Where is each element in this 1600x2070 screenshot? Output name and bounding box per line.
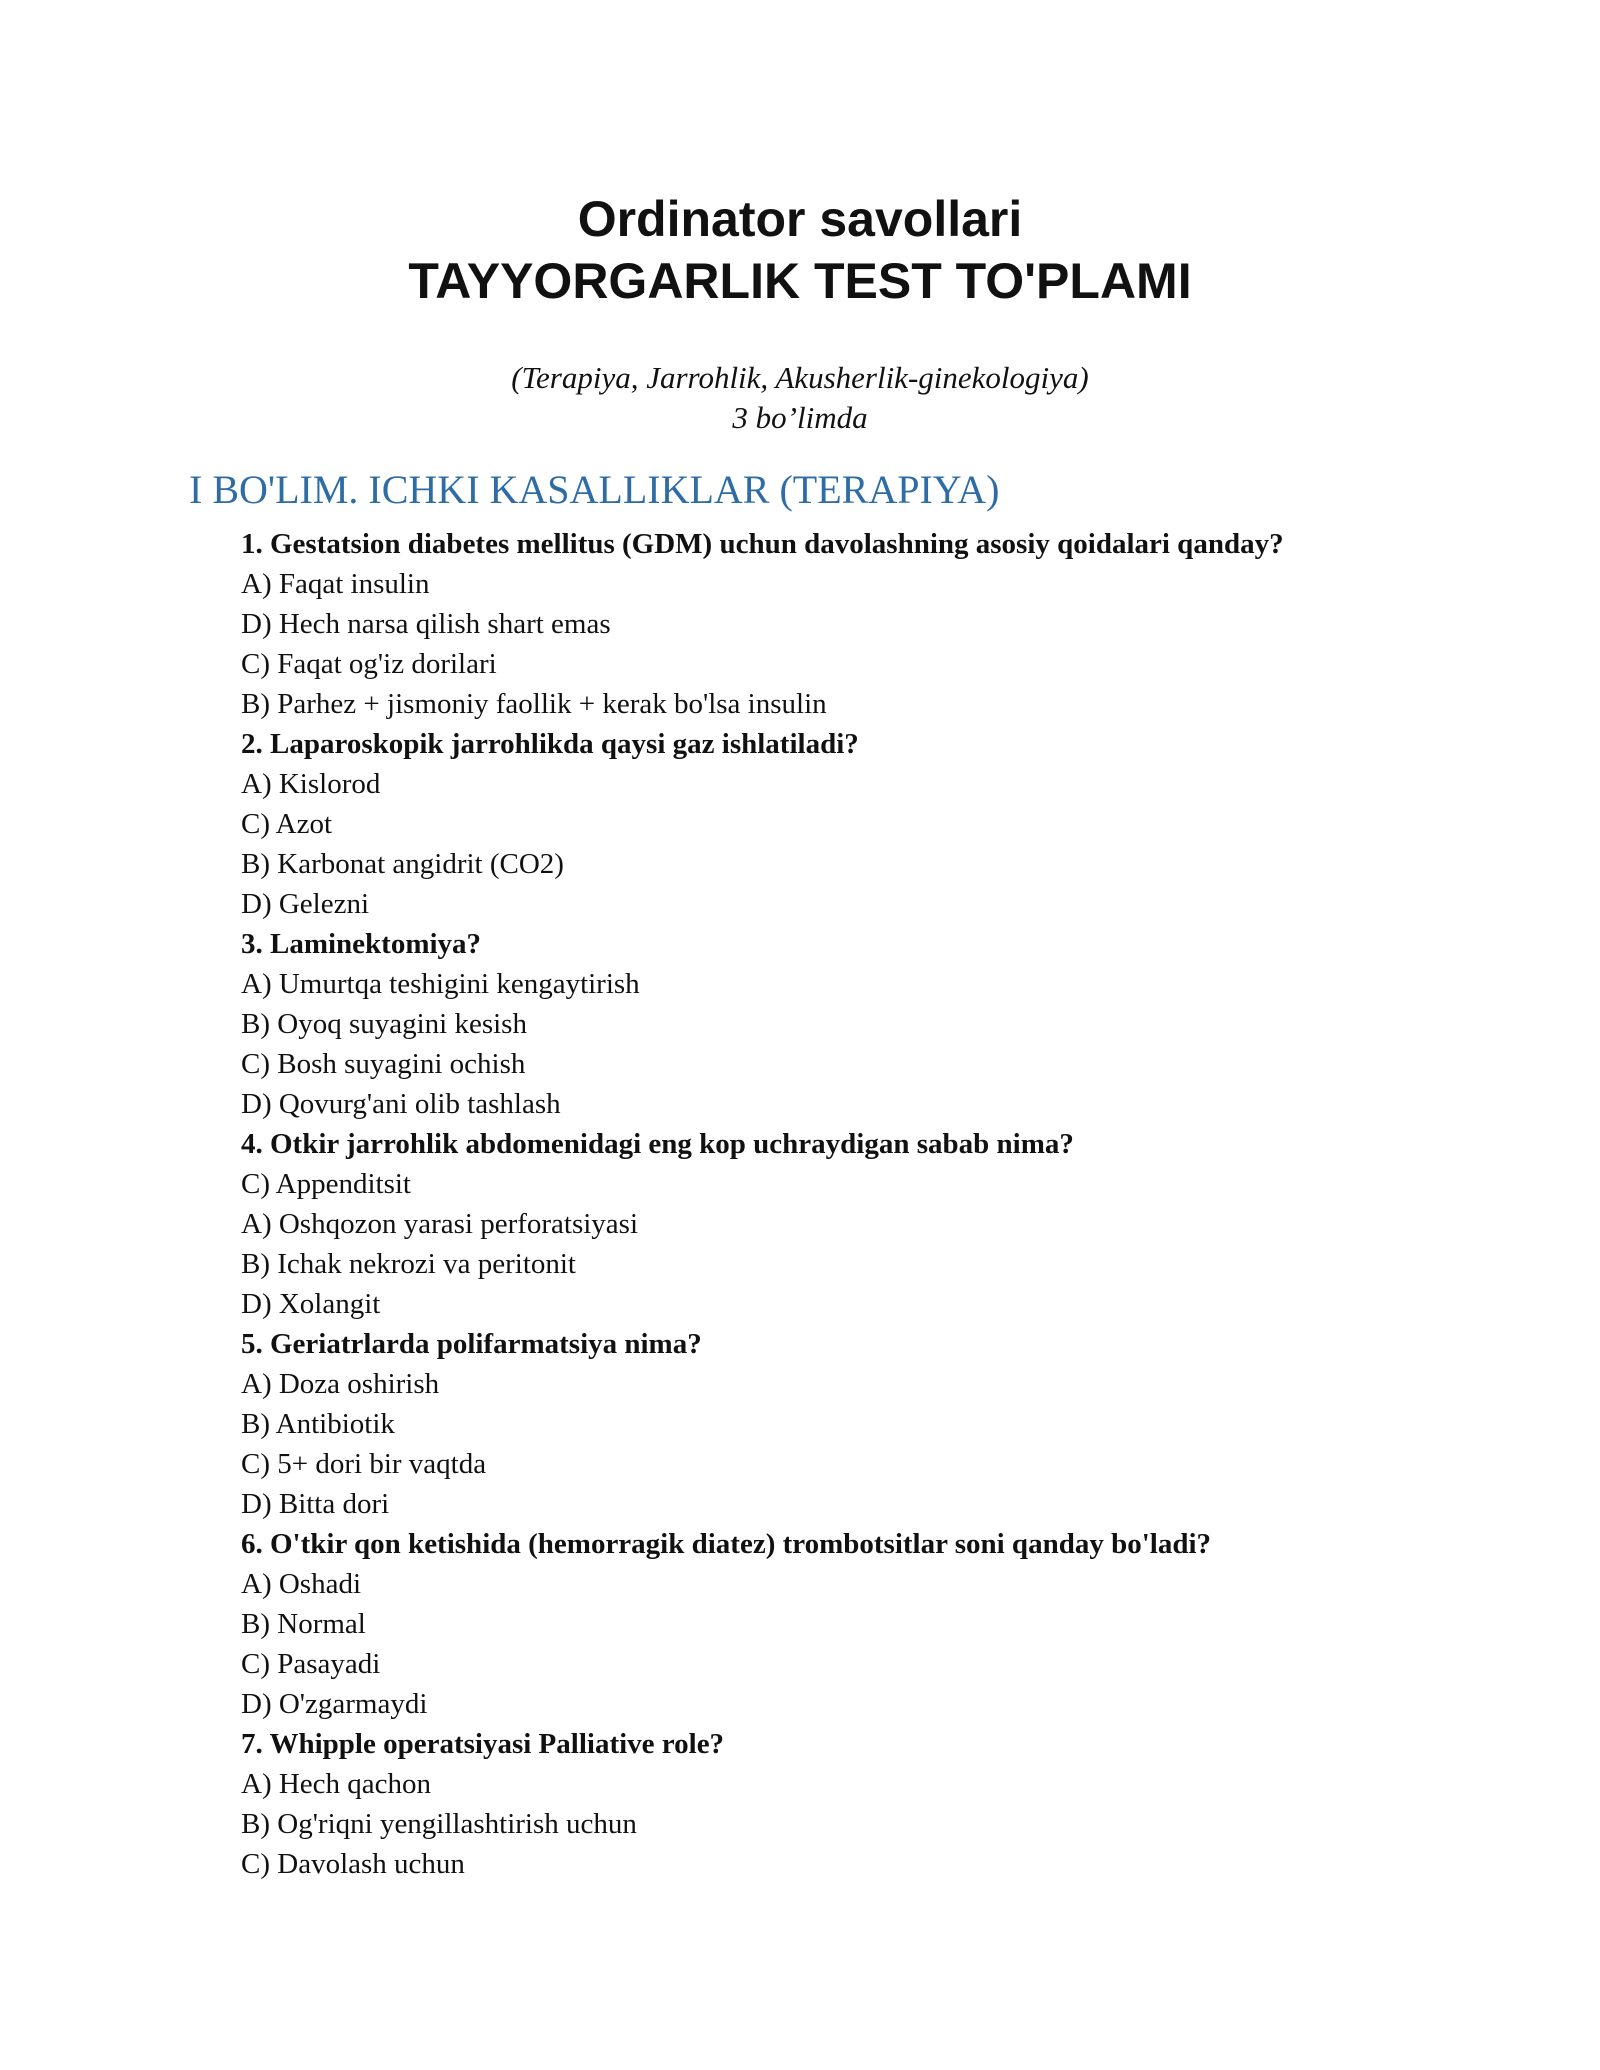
subtitle-line-1: (Terapiya, Jarrohlik, Akusherlik-ginekologiya) [511, 360, 1089, 395]
question-block [241, 1724, 1541, 1884]
answer-option: C) Faqat og'iz dorilari [241, 648, 497, 680]
question-block [241, 924, 1541, 1124]
answer-option: C) Bosh suyagini ochish [241, 1048, 526, 1080]
question-text: 7. Whipple operatsiyasi Palliative role? [241, 1728, 725, 1760]
title-line-2: TAYYORGARLIK TEST TO'PLAMI [408, 253, 1192, 309]
answer-option: D) Xolangit [241, 1288, 381, 1320]
subtitle-line-2: 3 bo’limda [732, 400, 868, 435]
answer-option: C) 5+ dori bir vaqtda [241, 1448, 487, 1480]
answer-option: A) Doza oshirish [241, 1368, 440, 1400]
answer-option: A) Faqat insulin [241, 568, 430, 600]
answer-option: B) Ichak nekrozi va peritonit [241, 1248, 576, 1280]
question-text: 2. Laparoskopik jarrohlikda qaysi gaz ishlatiladi? [241, 728, 859, 760]
answer-option: A) Oshadi [241, 1568, 362, 1600]
question-text: 5. Geriatrlarda polifarmatsiya nima? [241, 1328, 702, 1360]
answer-option: C) Davolash uchun [241, 1848, 465, 1880]
question-block [241, 1524, 1541, 1724]
answer-option: D) Bitta dori [241, 1488, 390, 1520]
answer-option: C) Appenditsit [241, 1168, 411, 1200]
question-block [241, 524, 1541, 724]
question-text: 3. Laminektomiya? [241, 928, 482, 960]
answer-option: D) Qovurg'ani olib tashlash [241, 1088, 561, 1120]
answer-option: B) Karbonat angidrit (CO2) [241, 848, 564, 880]
answer-option: B) Antibiotik [241, 1408, 395, 1440]
question-block [241, 1324, 1541, 1524]
question-block [241, 1124, 1541, 1324]
title-line-1: Ordinator savollari [577, 191, 1023, 247]
answer-option: B) Oyoq suyagini kesish [241, 1008, 527, 1040]
question-text: 4. Otkir jarrohlik abdomenidagi eng kop uchraydigan sabab nima? [241, 1128, 1074, 1160]
answer-option: A) Hech qachon [241, 1768, 432, 1800]
answer-option: D) Hech narsa qilish shart emas [241, 608, 611, 640]
answer-option: C) Pasayadi [241, 1648, 381, 1680]
section-heading: I BO'LIM. ICHKI KASALLIKLAR (TERAPIYA) [189, 467, 1000, 512]
answer-option: A) Oshqozon yarasi perforatsiyasi [241, 1208, 639, 1240]
question-list [241, 524, 1541, 1884]
document-title [0, 188, 1600, 312]
answer-option: B) Og'riqni yengillashtirish uchun [241, 1808, 637, 1840]
question-block [241, 724, 1541, 924]
answer-option: D) O'zgarmaydi [241, 1688, 428, 1720]
answer-option: B) Normal [241, 1608, 366, 1640]
answer-option: D) Gelezni [241, 888, 370, 920]
question-text: 1. Gestatsion diabetes mellitus (GDM) uchun davolashning asosiy qoidalari qanday? [241, 528, 1284, 560]
question-text: 6. O'tkir qon ketishida (hemorragik diatez) trombotsitlar soni qanday bo'ladi? [241, 1528, 1211, 1560]
answer-option: A) Umurtqa teshigini kengaytirish [241, 968, 640, 1000]
answer-option: A) Kislorod [241, 768, 381, 800]
answer-option: B) Parhez + jismoniy faollik + kerak bo'lsa insulin [241, 688, 827, 720]
answer-option: C) Azot [241, 808, 333, 840]
document-subtitle [0, 358, 1600, 438]
